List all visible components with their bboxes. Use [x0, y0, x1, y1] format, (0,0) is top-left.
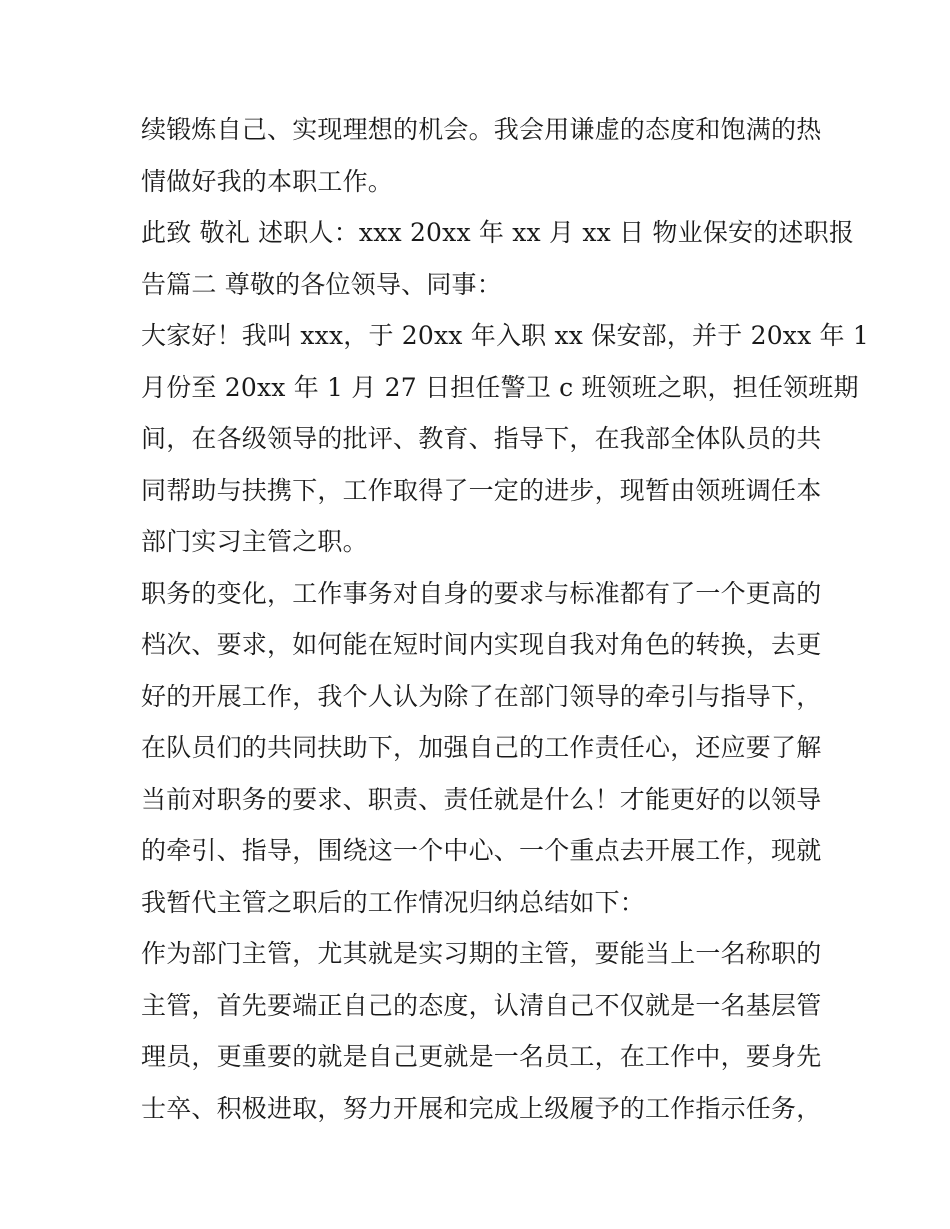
- text-line: 理员，更重要的就是自己更就是一名员工，在工作中，要身先: [141, 1042, 822, 1071]
- text-line: 主管，首先要端正自己的态度，认清自己不仅就是一名基层管: [141, 990, 822, 1020]
- text-line: 大家好！我叫 xxx，于 20xx 年入职 xx 保安部，并于 20xx 年 1: [141, 321, 869, 350]
- document-body: [141, 104, 869, 1134]
- text-line: 的牵引、指导，围绕这一个中心、一个重点去开展工作，现就: [141, 836, 822, 865]
- text-line: 续锻炼自己、实现理想的机会。我会用谦虚的态度和饱满的热: [141, 115, 822, 144]
- text-line: 作为部门主管，尤其就是实习期的主管，要能当上一名称职的: [141, 939, 822, 968]
- text-line: 士卒、积极进取，努力开展和完成上级履予的工作指示任务，: [141, 1093, 822, 1123]
- text-line: 我暂代主管之职后的工作情况归纳总结如下：: [141, 887, 646, 917]
- text-line: 部门实习主管之职。: [141, 527, 368, 556]
- text-line: 间，在各级领导的批评、教育、指导下，在我部全体队员的共: [141, 424, 822, 453]
- text-line: 在队员们的共同扶助下，加强自己的工作责任心，还应要了解: [141, 733, 822, 762]
- text-line: 档次、要求，如何能在短时间内实现自我对角色的转换，去更: [141, 630, 822, 659]
- text-line: 职务的变化，工作事务对自身的要求与标准都有了一个更高的: [141, 578, 822, 608]
- text-line: 此致 敬礼 述职人：xxx 20xx 年 xx 月 xx 日 物业保安的述职报: [141, 218, 855, 247]
- text-line: 好的开展工作，我个人认为除了在部门领导的牵引与指导下，: [141, 681, 822, 711]
- text-line: 当前对职务的要求、职责、责任就是什么！才能更好的以领导: [141, 784, 822, 814]
- text-line: 情做好我的本职工作。: [141, 166, 394, 196]
- text-line: 月份至 20xx 年 1 月 27 日担任警卫 c 班领班之职，担任领班期: [141, 372, 859, 402]
- text-line: 同帮助与扶携下，工作取得了一定的进步，现暂由领班调任本: [141, 475, 822, 505]
- text-line: 告篇二 尊敬的各位领导、同事：: [141, 269, 502, 299]
